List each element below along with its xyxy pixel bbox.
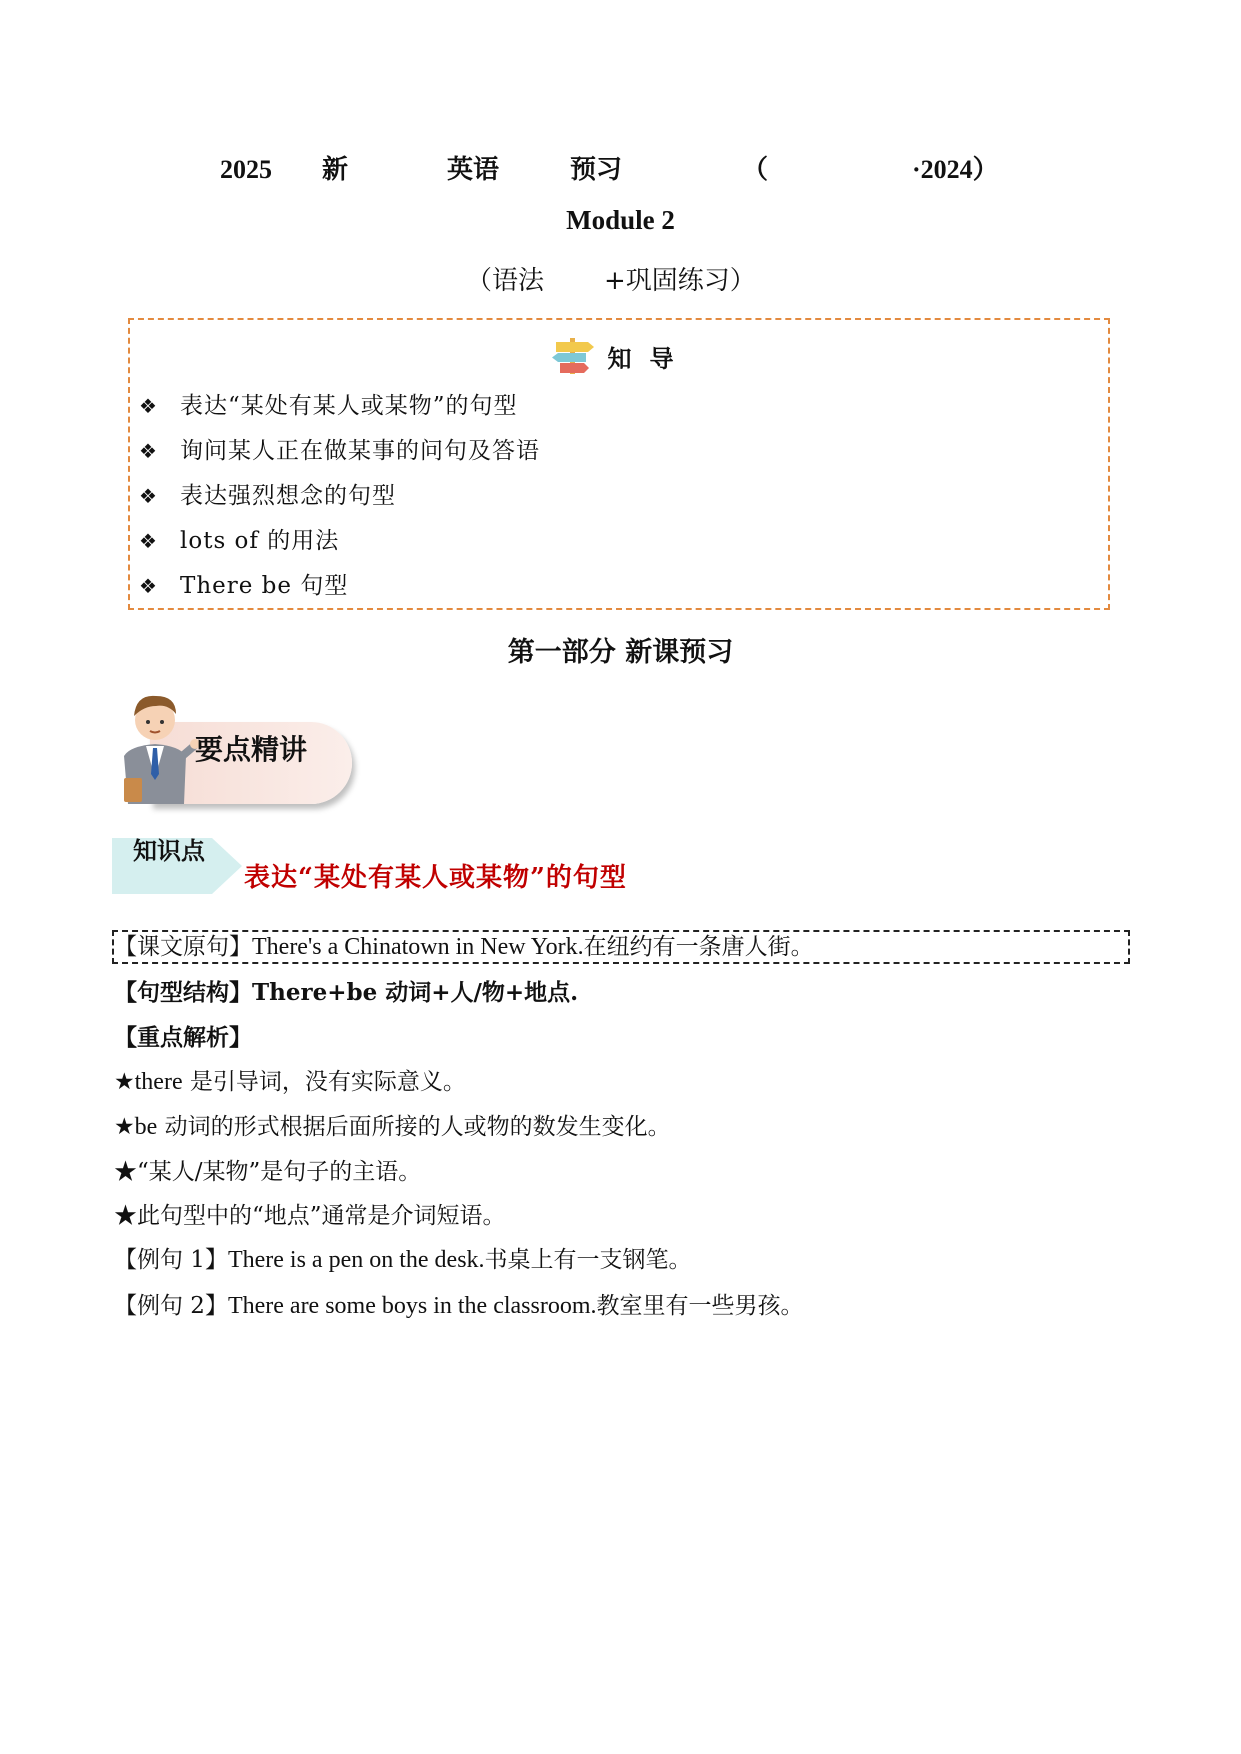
knowledge-point-title: 表达“某处有某人或某物”的句型 — [244, 863, 627, 893]
subtitle-part-1: （语法 — [466, 266, 545, 296]
original-label: 【课文原句】 — [114, 934, 252, 960]
subtitle — [0, 261, 1241, 301]
diamond-bullet-icon: ❖ — [139, 439, 157, 463]
star-icon: ★ — [114, 1069, 135, 1095]
teacher-illustration — [110, 686, 200, 806]
diamond-bullet-icon: ❖ — [139, 484, 157, 508]
title-subject: 英语 — [447, 155, 500, 184]
key-points-badge-text: 要点精讲 — [195, 733, 308, 766]
guide-box — [128, 318, 1110, 610]
module-heading: Module 2 — [566, 205, 675, 235]
analysis-label: 【重点解析】 — [114, 1024, 252, 1051]
guide-heading-text: 知导 — [607, 343, 692, 373]
structure-label: 【句型结构】 — [114, 979, 252, 1006]
guide-item: ❖ 询问某人正在做某事的问句及答语 — [130, 433, 540, 469]
analysis-point: ★there 是引导词，没有实际意义。 — [114, 1069, 466, 1095]
part-heading: 第一部分 新课预习 — [507, 637, 734, 668]
subtitle-part-2: +巩固练习） — [604, 266, 756, 296]
document-title — [0, 150, 1241, 190]
signpost-icon — [550, 336, 596, 376]
original-zh: 在纽约有一条唐人街。 — [583, 934, 814, 960]
title-year: 2025 — [220, 155, 272, 184]
diamond-bullet-icon: ❖ — [139, 529, 157, 553]
star-icon: ★ — [114, 1159, 137, 1185]
analysis-point: ★“某人/某物”是句子的主语。 — [114, 1159, 422, 1185]
title-paren-open: （ — [742, 155, 769, 184]
sentence-structure — [114, 975, 578, 1011]
guide-item: ❖ There be 句型 — [130, 568, 348, 604]
title-new: 新 — [322, 155, 349, 184]
analysis-point: ★be 动词的形式根据后面所接的人或物的数发生变化。 — [114, 1114, 671, 1140]
knowledge-point-tag-text: 知识点 — [133, 836, 205, 865]
structure-text: There+be 动词+人/物+地点. — [252, 979, 579, 1006]
diamond-bullet-icon: ❖ — [139, 394, 157, 418]
star-icon: ★ — [114, 1203, 137, 1229]
example-sentence: 【例句 2】There are some boys in the classroom.教室里有一些男孩。 — [114, 1293, 804, 1319]
guide-heading — [130, 336, 1112, 376]
example-sentence: 【例句 1】There is a pen on the desk.书桌上有一支钢笔。 — [114, 1247, 692, 1273]
diamond-bullet-icon: ❖ — [139, 574, 157, 598]
title-preview: 预习 — [570, 155, 623, 184]
analysis-point: ★此句型中的“地点”通常是介词短语。 — [114, 1203, 506, 1229]
guide-item: ❖ 表达强烈想念的句型 — [130, 478, 396, 514]
star-icon: ★ — [114, 1114, 135, 1140]
original-sentence — [114, 929, 814, 965]
guide-item: ❖ lots of 的用法 — [130, 523, 339, 559]
guide-item: ❖ 表达“某处有某人或某物”的句型 — [130, 388, 518, 424]
original-en: There's a Chinatown in New York. — [252, 934, 584, 960]
title-edition: ·2024） — [912, 155, 999, 184]
